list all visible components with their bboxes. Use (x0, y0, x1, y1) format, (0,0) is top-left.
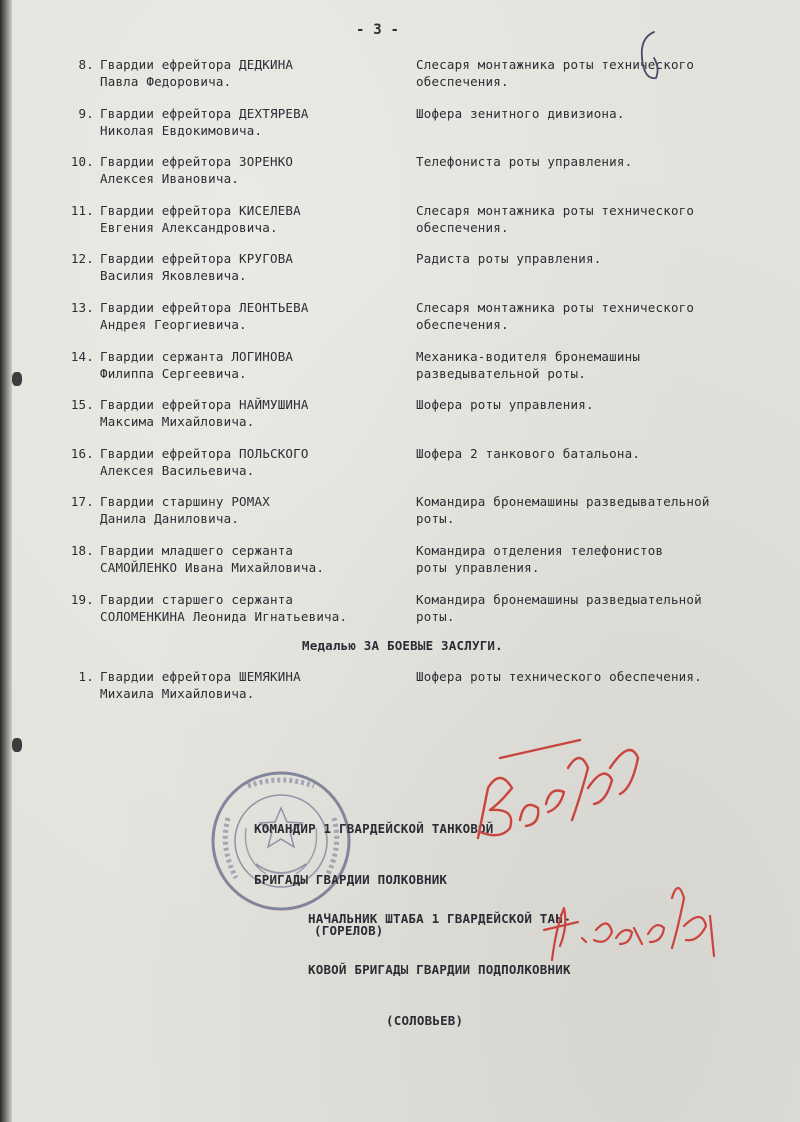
list-item (0, 397, 800, 437)
list-item (0, 543, 800, 583)
entry-position-line2: обеспечения. (416, 317, 509, 332)
entry-name-line2: Михаила Михайловича. (100, 686, 255, 701)
commander-title-line1: КОМАНДИР 1 ГВАРДЕЙСКОЙ ТАНКОВОЙ (254, 821, 494, 836)
entry-name-line2: Филиппа Сергеевича. (100, 365, 247, 381)
entry-name-line1: Гвардии ефрейтора ПОЛЬСКОГО (100, 445, 309, 461)
entry-name-line2: СОЛОМЕНКИНА Леонида Игнатьевича. (100, 608, 348, 624)
entry-number: 11. (70, 202, 94, 218)
entry-name-line1: Гвардии ефрейтора КРУГОВА (100, 251, 294, 267)
entry-position-line2: роты. (416, 511, 455, 527)
entry-name-line2: Алексея Васильевича. (100, 462, 255, 478)
entry-number: 14. (70, 348, 94, 364)
entry-name-line1: Гвардии ефрейтора НАЙМУШИНА (100, 397, 309, 413)
entry-number: 1. (78, 669, 94, 684)
list-item (0, 251, 800, 291)
entry-position-line1: Шофера 2 танкового батальона. (416, 445, 641, 461)
section-title: Медалью ЗА БОЕВЫЕ ЗАСЛУГИ. (302, 638, 503, 653)
list-item (0, 106, 800, 146)
chief-signature (538, 868, 728, 968)
chief-name: (СОЛОВЬЕВ) (386, 1013, 464, 1028)
entry-name-line1: Гвардии ефрейтора ШЕМЯКИНА (100, 669, 301, 684)
chief-of-staff-block (308, 876, 571, 1063)
entry-name-line1: Гвардии ефрейтора ДЕХТЯРЕВА (100, 105, 309, 121)
entry-name-line2: Максима Михайловича. (100, 414, 255, 430)
entry-number: 9. (78, 105, 94, 121)
entry-number: 12. (70, 251, 94, 267)
entry-name-line2: Андрея Георгиевича. (100, 317, 247, 332)
chief-title-line2: КОВОЙ БРИГАДЫ ГВАРДИИ ПОДПОЛКОВНИК (308, 962, 571, 977)
commander-title-line2: БРИГАДЫ ГВАРДИИ ПОЛКОВНИК (254, 872, 448, 887)
entry-name-line1: Гвардии сержанта ЛОГИНОВА (100, 348, 294, 364)
entry-name-line1: Гвардии старшего сержанта (100, 591, 294, 607)
entry-position-line1: Механика-водителя бронемашины (416, 348, 641, 364)
list-item (0, 669, 800, 709)
entry-position-line2: роты. (416, 608, 455, 624)
entry-name-line1: Гвардии младшего сержанта (100, 543, 294, 558)
entry-name-line2: САМОЙЛЕНКО Ивана Михайловича. (100, 560, 325, 575)
binder-hole (12, 738, 22, 752)
entry-name-line2: Павла Федоровича. (100, 74, 232, 89)
entry-name-line2: Василия Яковлевича. (100, 268, 247, 284)
entry-number: 15. (70, 397, 94, 413)
entry-name-line2: Евгения Александровича. (100, 219, 278, 235)
entry-position-line2: роты управления. (416, 560, 540, 575)
commander-signature (460, 728, 650, 848)
page-number: - 3 - (356, 22, 400, 38)
entry-position-line1: Слесаря монтажника роты технического (416, 300, 695, 315)
entry-position-line2: разведывательной роты. (416, 365, 586, 381)
chief-title-line1: НАЧАЛЬНИК ШТАБА 1 ГВАРДЕЙСКОЙ ТАН- (308, 911, 571, 926)
list-item (0, 494, 800, 534)
entry-position-line1: Телефониста роты управления. (416, 154, 633, 170)
list-item (0, 154, 800, 194)
entry-position-line1: Слесаря монтажника роты технического (416, 202, 695, 218)
entry-number: 17. (70, 494, 94, 510)
entry-position-line1: Шофера роты технического обеспечения. (416, 669, 702, 684)
entry-number: 18. (70, 543, 94, 558)
entry-position-line1: Шофера зенитного дивизиона. (416, 105, 625, 121)
entry-position-line1: Шофера роты управления. (416, 397, 594, 413)
entry-name-line1: Гвардии ефрейтора КИСЕЛЕВА (100, 202, 301, 218)
entry-name-line2: Алексея Ивановича. (100, 171, 240, 187)
entry-number: 13. (70, 300, 94, 315)
entry-name-line2: Данила Даниловича. (100, 511, 240, 527)
entry-number: 19. (70, 591, 94, 607)
entry-position-line1: Радиста роты управления. (416, 251, 602, 267)
list-item (0, 592, 800, 632)
entry-number: 8. (78, 57, 94, 72)
list-item (0, 300, 800, 340)
entry-name-line1: Гвардии старшину РОМАХ (100, 494, 270, 510)
list-item (0, 349, 800, 389)
entry-number: 10. (70, 154, 94, 170)
list-item (0, 203, 800, 243)
entry-number: 16. (70, 445, 94, 461)
entry-name-line2: Николая Евдокимовича. (100, 122, 263, 138)
pen-mark (636, 28, 666, 84)
entry-position-line1: Командира бронемашины разведывательной (416, 494, 710, 510)
entry-position-line1: Командира отделения телефонистов (416, 543, 664, 558)
entry-position-line1: Командира бронемашины разведыательной (416, 591, 702, 607)
entry-name-line1: Гвардии ефрейтора ЛЕОНТЬЕВА (100, 300, 309, 315)
entry-position-line2: обеспечения. (416, 74, 509, 89)
list-item (0, 446, 800, 486)
entry-position-line2: обеспечения. (416, 219, 509, 235)
commander-name: (ГОРЕЛОВ) (314, 923, 384, 938)
entry-name-line1: Гвардии ефрейтора ЗОРЕНКО (100, 154, 294, 170)
entry-name-line1: Гвардии ефрейтора ДЕДКИНА (100, 57, 294, 72)
entry-position-line1: Слесаря монтажника роты технического (416, 57, 695, 72)
list-item (0, 57, 800, 97)
